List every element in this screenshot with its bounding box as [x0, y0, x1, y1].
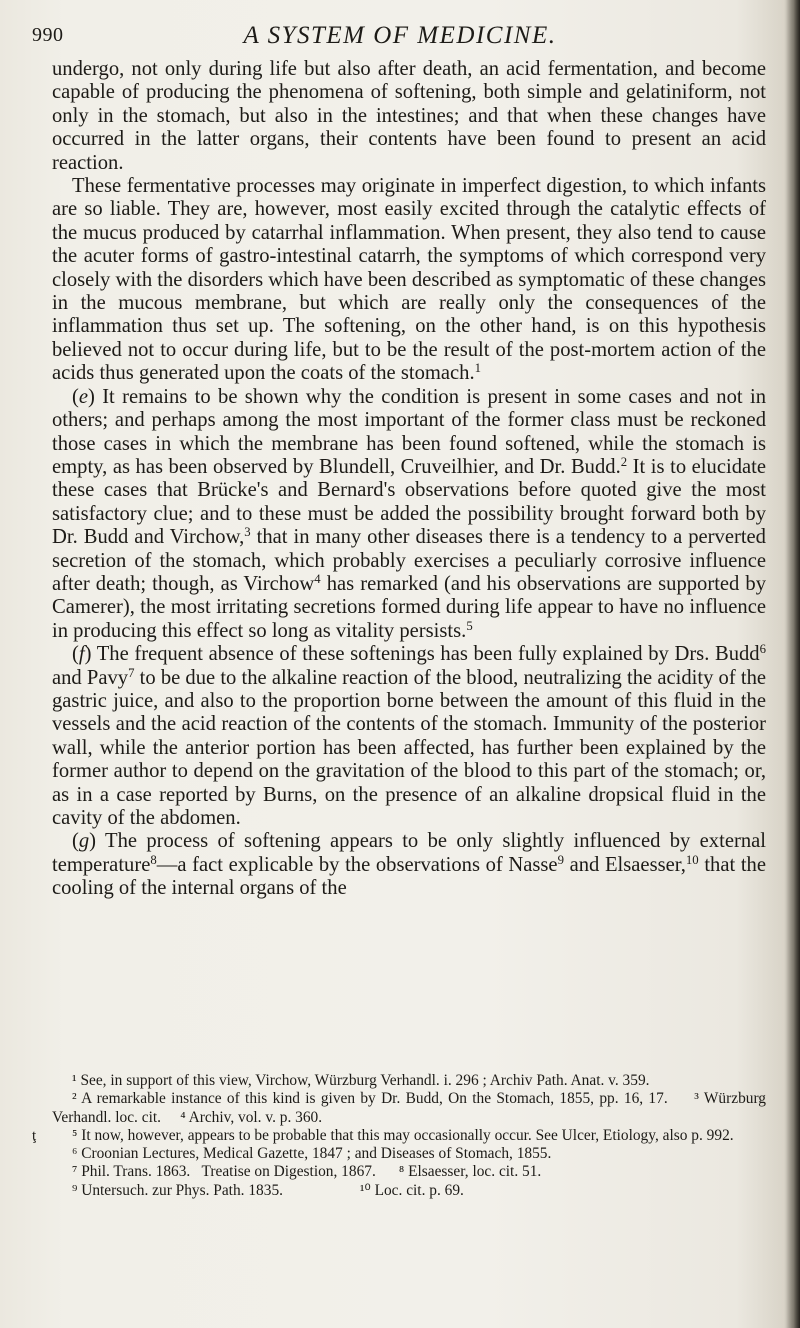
footnote: ¹ See, in support of this view, Virchow, Würzburg Verhandl. i. 296 ; Archiv Path. Anat. v. 359.: [72, 1072, 650, 1089]
text-run: has remarked (and his observations are supported by Camerer), the most irritating secretions formed during life appear to have no influence in producing this effect so long as vitality persists.: [52, 572, 767, 642]
text-run: (: [72, 830, 79, 853]
section-letter: f: [78, 643, 85, 666]
paragraph: [52, 830, 766, 900]
text-run: ) The frequent absence of these softenings has been fully explained by Drs. Budd: [84, 643, 760, 666]
footnote: ⁵ It now, however, appears to be probable that this may occasionally occur. See Ulcer, Etiology, also p. 992.: [72, 1126, 734, 1144]
footnote-reference: 1: [474, 361, 482, 376]
footnote-reference: 8: [150, 852, 157, 867]
footnote-reference: 7: [128, 665, 135, 680]
text-run: It is to elucidate these cases that Brücke's and Bernard's observations before quoted give the most satisfactory clue; and to these must be added the possibility brought forward both by Dr. Budd and Virchow,: [52, 455, 766, 549]
text-run: (: [72, 643, 79, 666]
footnotes: [32, 1072, 770, 1200]
text-run: and Pavy: [52, 666, 129, 689]
text-run: that in many other diseases there is a tendency to a perverted secretion of the stomach, which probably exercises a peculiarly corrosive influence after death; though, as Virchow: [52, 526, 766, 595]
footnote-reference: 4: [314, 571, 321, 586]
page-edge-shadow: [786, 0, 800, 1328]
paragraph: [52, 643, 766, 830]
running-title: A SYSTEM OF MEDICINE.: [243, 22, 557, 49]
footnote: ⁷ Phil. Trans. 1863. Treatise on Digestion, 1867. ⁸ Elsaesser, loc. cit. 51.: [72, 1163, 542, 1181]
footnote-reference: 2: [620, 454, 628, 469]
text-run: ) The process of softening appears to be only slightly influenced by external temperature: [52, 830, 766, 876]
footnote-reference: 10: [685, 852, 699, 867]
footnote: ² A remarkable instance of this kind is given by Dr. Budd, On the Stomach, 1855, pp. 16, 17. ³ Würzburg Verhandl. loc. cit. ⁴ Archiv, vol. v. p. 360.: [52, 1090, 770, 1126]
text-run: undergo, not only during life but also after death, an acid fermentation, and become capable of producing the phenomena of softening, both simple and gelatiniform, not only in the stomach, but also in the intestines; and that when these changes have occurred in the latter organs, their contents have been found to present an acid reaction.: [52, 58, 766, 174]
footnote: ⁶ Croonian Lectures, Medical Gazette, 1847 ; and Diseases of Stomach, 1855.: [72, 1145, 552, 1163]
footnote: ⁹ Untersuch. zur Phys. Path. 1835. ¹⁰ Loc. cit. p. 69.: [72, 1181, 464, 1199]
text-run: that the cooling of the internal organs of the: [52, 853, 766, 900]
page-header: [32, 22, 768, 54]
footnote-reference: 9: [557, 852, 564, 867]
paragraph: [52, 386, 766, 643]
paragraph: [52, 58, 766, 175]
section-letter: e: [78, 385, 88, 408]
text-run: to be due to the alkaline reaction of the blood, neutralizing the acidity of the gastric juice, and also to the proportion borne between the amount of this fluid in the vessels and the acid reaction of the contents of the stomach. Immunity of the posterior wall, while the anterior portion has been affected, has further been explained by the former author to depend on the gravitation of the blood to this part of the stomach; or, as in a case reported by Burns, on the presence of an alkaline dropsical fluid in the cavity of the abdomen.: [52, 666, 767, 829]
margin-mark: ţ: [32, 1128, 37, 1144]
text-run: and Elsaesser,: [563, 853, 686, 876]
paragraph: [52, 175, 766, 386]
footnote-reference: 3: [244, 525, 251, 540]
text-run: These fermentative processes may originate in imperfect digestion, to which infants are so liable. They are, however, most easily excited through the catalytic effects of the mucus produced by catarrhal inflammation. When present, they also tend to cause the acuter forms of gastro-intestinal catarrh, the symptoms of which correspond very closely with the disorders which have been described as symptomatic of these changes in the mucous membrane, but which are really only the consequences of the inflammation thus set up. The softening, on the other hand, is on this hypothesis believed not to occur during life, but to be the result of the post-mortem action of the acids thus generated upon the coats of the stomach.: [52, 175, 766, 385]
footnote-reference: 5: [466, 618, 473, 633]
text-run: ) It remains to be shown why the condition is present in some cases and not in others; and perhaps among the most important of the former class must be reckoned those cases in which the membrane has been found softened, while the stomach is empty, as has been observed by Blundell, Cruveilhier, and Dr. Budd.: [52, 385, 766, 478]
text-run: (: [72, 385, 79, 408]
text-run: —a fact explicable by the observations of Nasse: [156, 853, 558, 876]
page-number: 990: [32, 24, 64, 46]
footnote-reference: 6: [759, 642, 766, 657]
main-text: [52, 58, 766, 901]
section-letter: g: [78, 830, 90, 853]
